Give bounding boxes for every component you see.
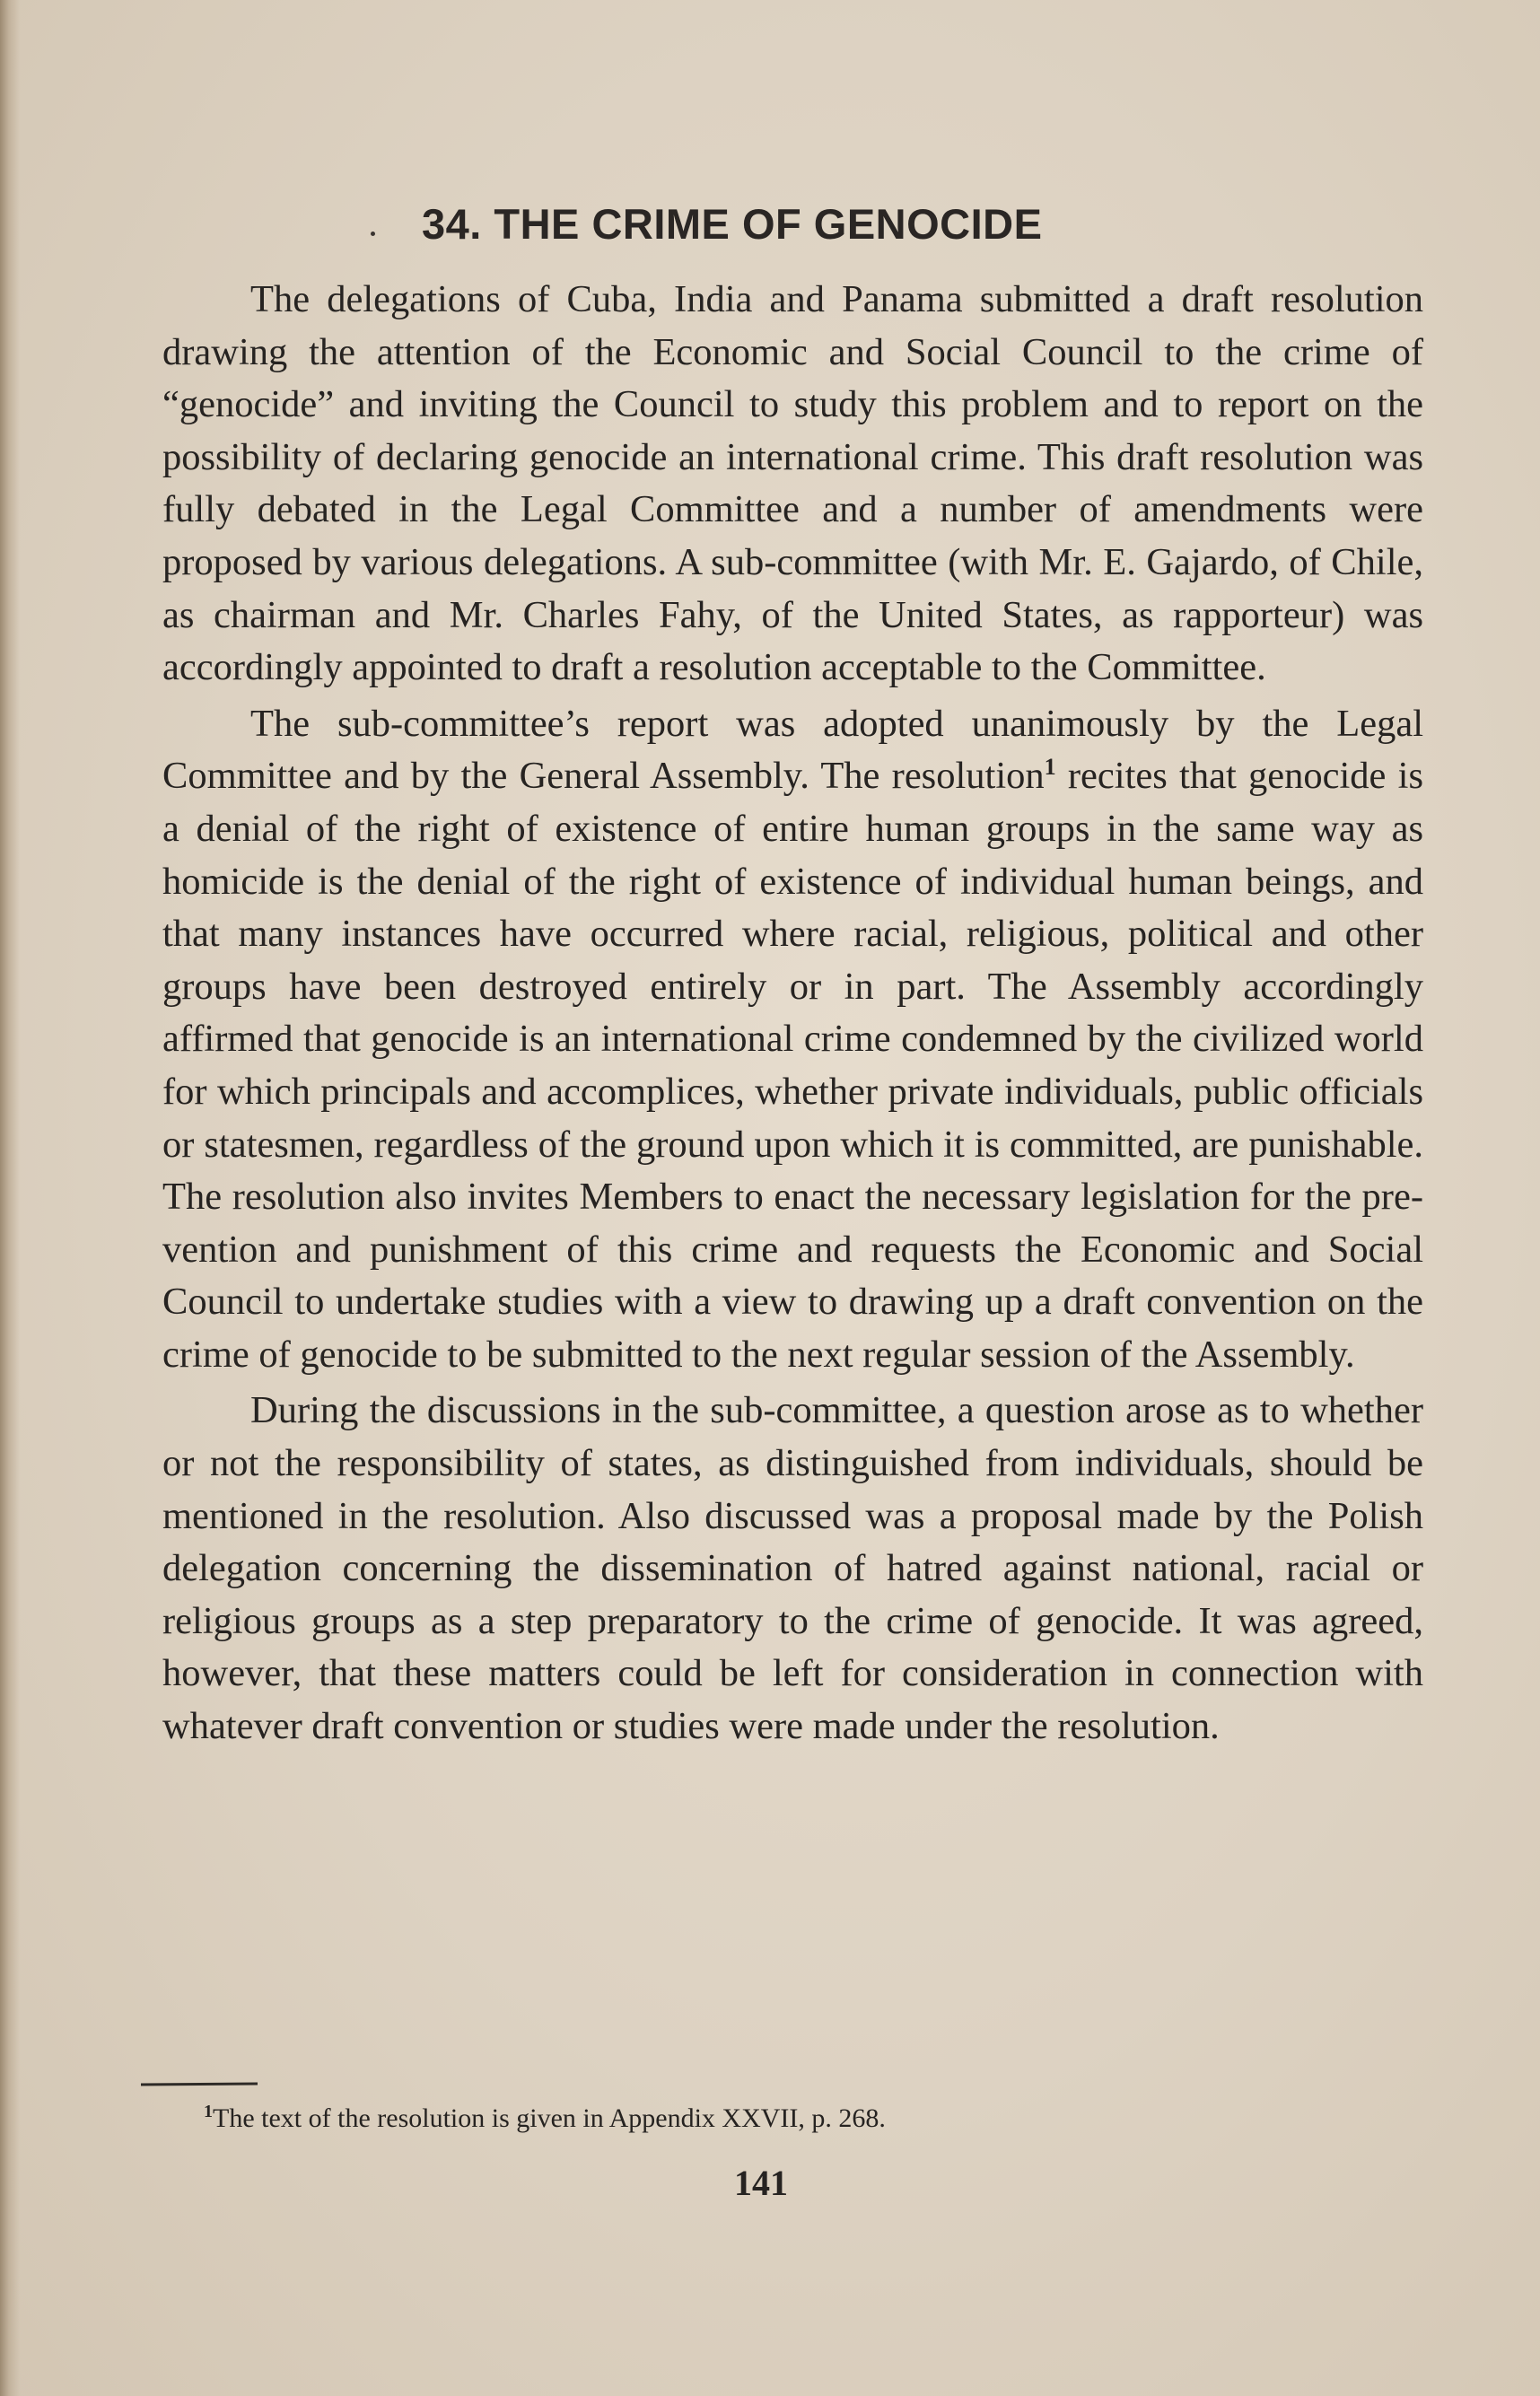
section-heading: 34. THE CRIME OF GENOCIDE: [422, 200, 1043, 248]
page-binding-edge: [0, 0, 20, 2396]
footnote-reference: 1: [1044, 754, 1056, 781]
footnote-mark: 1: [204, 2102, 213, 2121]
body-text: [162, 274, 1423, 1753]
page-number: 141: [734, 2163, 788, 2203]
heading-bullet: [371, 232, 375, 236]
paragraph-2-text-before-ref: The sub-committee’s report was adopted unanimously by the Legal Committee and by the General Assembly. The resolution: [162, 702, 1423, 798]
paragraph-2-text-after-ref: recites that genocide is a denial of the right of existence of entire human groups in the same way as homicide is the denial of the right of existence of individual human beings, and that many instances have occurred where racial, religious, political and other groups have been destroyed entirely or in part. The Assembly accordingly affirmed that genocide is an international crime condemned by the civilized world for which principals and accomplices, whether private individuals, public officials or statesmen, regardless of the ground upon which it is committed, are punishable. The resolution also invites Members to enact the necessary legislation for the prevention and punishment of this crime and requests the Economic and Social Council to undertake studies with a view to drawing up a draft convention on the crime of genocide to be submitted to the next regular session of the Assembly.: [162, 755, 1424, 1376]
footnote-text: The text of the resolution is given in Appendix XXVII, p. 268.: [213, 2103, 886, 2133]
paragraph-1: The delegations of Cuba, India and Panama submitted a draft resolution drawing the attention of the Economic and Social Council to the crime of “genocide” and inviting the Council to study this problem and to report on the possibility of declaring genocide an international crime. This draft resolution was fully debated in the Legal Committee and a number of amendments were proposed by various delegations. A sub-committee (with Mr. E. Gajardo, of Chile, as chairman and Mr. Charles Fahy, of the United States, as rapporteur) was accordingly appointed to draft a resolution acceptable to the Committee.: [162, 278, 1423, 689]
paragraph-3: During the discussions in the sub-committee, a question arose as to whether or not the responsibility of states, as distinguished from individuals, should be mentioned in the resolution. Also discussed was a proposal made by the Polish delegation concerning the dissemination of hatred against national, racial or religious groups as a step preparatory to the crime of genocide. It was agreed, however, that these matters could be left for consideration in connection with whatever draft convention or studies were made under the resolution.: [162, 1389, 1423, 1748]
footnote: [204, 2101, 886, 2137]
paragraph-2: [162, 698, 1423, 1382]
footnote-divider: [141, 2083, 258, 2086]
